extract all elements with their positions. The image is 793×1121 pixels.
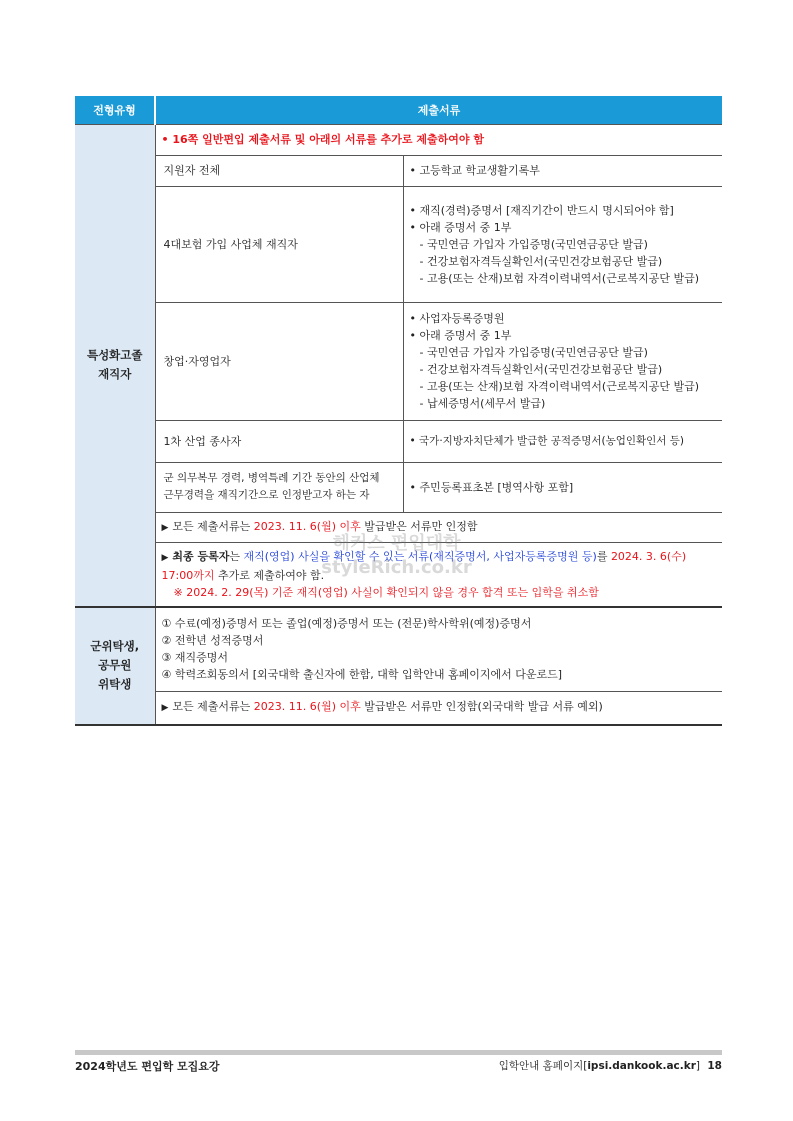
footer-divider bbox=[75, 1050, 722, 1055]
footer-title: 2024학년도 편입학 모집요강 bbox=[75, 1060, 220, 1073]
footer-url[interactable]: ipsi.dankook.ac.kr bbox=[587, 1060, 696, 1072]
page-number: 18 bbox=[707, 1060, 722, 1072]
group1-notice2: ▶ 최종 등록자는 재직(영업) 사실을 확인할 수 있는 서류(재직증명서, 사업자등록증명원 등)를 2024. 3. 6(수) 17:00까지 추가로 제출하여야 함. ※ 2024. 2. 29(목) 기준 재직(영업) 사실이 확인되지 않을 경우 합격 또는 입학을 취소함 bbox=[155, 542, 722, 607]
table-row: 지원자 전체 • 고등학교 학교생활기록부 bbox=[75, 155, 722, 186]
table-row bbox=[75, 692, 722, 725]
table-row: 군 의무복무 경력, 병역특례 기간 동안의 산업체 근무경력을 재직기간으로 인정받고자 하는 자 • 주민등록표초본 [병역사항 포함] bbox=[75, 462, 722, 512]
table-row: 창업·자영업자 • 사업자등록증명원 • 아래 증명서 중 1부 - 국민연금 가입자 가입증명(국민연금공단 발급) - 건강보험자격득실확인서(국민건강보험공단 발급) - 고용(또는 산재)보험 자격이력내역서(근로복지공단 발급) - 납세증명서(세무서 발급) bbox=[75, 302, 722, 420]
table-row bbox=[75, 512, 722, 542]
watermark: 해커스 편입대학 styleRich.co.kr bbox=[321, 533, 472, 578]
group2-notice: ▶ 모든 제출서류는 2023. 11. 6(월) 이후 발급받은 서류만 인정함(외국대학 발급 서류 예외) bbox=[155, 692, 722, 725]
group2-items: ① 수료(예정)증명서 또는 졸업(예정)증명서 또는 (전문)학사학위(예정)증명서 ② 전학년 성적증명서 ③ 재직증명서 ④ 학력조회동의서 [외국대학 출신자에 한함, 대학 입학안내 홈페이지에서 다운로드] bbox=[155, 607, 722, 692]
category-cell-2: 군위탁생, 공무원 위탁생 bbox=[75, 607, 155, 725]
requirements-table bbox=[75, 96, 722, 726]
footer-site: 입학안내 홈페이지[ipsi.dankook.ac.kr] 18 bbox=[498, 1060, 722, 1072]
header-type: 전형유형 bbox=[75, 96, 155, 124]
group1-note: • 16쪽 일반편입 제출서류 및 아래의 서류를 추가로 제출하여야 함 bbox=[155, 124, 722, 155]
header-docs: 제출서류 bbox=[155, 96, 722, 124]
table-row: 4대보험 가입 사업체 재직자 • 재직(경력)증명서 [재직기간이 반드시 명시되어야 함] • 아래 증명서 중 1부 - 국민연금 가입자 가입증명(국민연금공단 발급) - 건강보험자격득실확인서(국민건강보험공단 발급) - 고용(또는 산재)보험 자격이력내역서(근로복지공단 발급) bbox=[75, 186, 722, 302]
table-row: 1차 산업 종사자 • 국가·지방자치단체가 발급한 공적증명서(농업인확인서 등) bbox=[75, 420, 722, 462]
triangle-icon: ▶ bbox=[161, 703, 169, 714]
table-row bbox=[75, 124, 722, 155]
table-row bbox=[75, 542, 722, 607]
triangle-icon: ▶ bbox=[161, 522, 169, 533]
table-row bbox=[75, 607, 722, 692]
table-header bbox=[75, 96, 722, 124]
group1-notice1: ▶ 모든 제출서류는 2023. 11. 6(월) 이후 발급받은 서류만 인정함 bbox=[155, 512, 722, 542]
category-cell-1: 특성화고졸 재직자 bbox=[75, 124, 155, 607]
triangle-icon: ▶ bbox=[161, 552, 169, 563]
